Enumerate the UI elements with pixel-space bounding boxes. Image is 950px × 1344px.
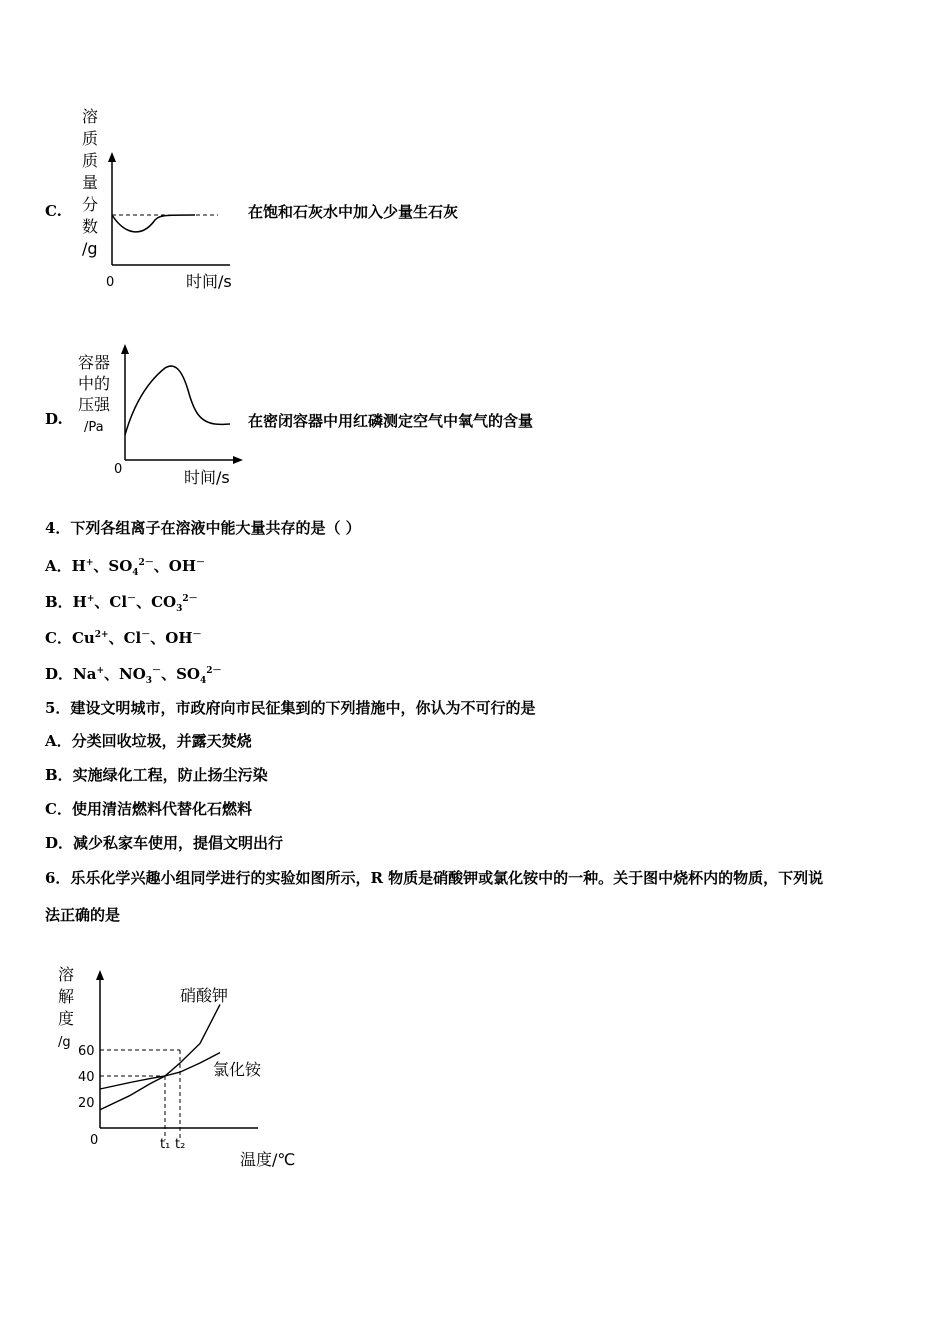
graph-c-x-label: 时间/s bbox=[186, 272, 232, 291]
option-c-label: C. bbox=[45, 202, 62, 220]
q4-option-b bbox=[45, 589, 198, 619]
option-d-label: D. bbox=[45, 410, 63, 428]
graph-c-y-arrow bbox=[108, 152, 116, 162]
graph-c-description: 在饱和石灰水中加入少量生石灰 bbox=[248, 203, 459, 221]
chart-y-label-char: 溶 bbox=[58, 965, 75, 984]
q4-option-d-text: D．Na+、$NO_3^-$、$SO_4^{2-}$ bbox=[45, 665, 222, 686]
graph-d-y-label-line: 容器 bbox=[78, 353, 111, 372]
graph-d-svg bbox=[70, 340, 250, 490]
graph-c-y-label-char: 质 bbox=[82, 151, 99, 170]
q5-stem: 5．建设文明城市，市政府向市民征集到的下列措施中，你认为不可行的是 bbox=[45, 699, 536, 717]
series-line-1 bbox=[100, 1053, 220, 1089]
graph-c-y-label-char: /g bbox=[82, 239, 98, 258]
q4-option-a-text: A．H+、$SO_4^{2-}$、OH－ bbox=[45, 557, 206, 578]
graph-c-origin: 0 bbox=[106, 275, 115, 290]
q5-option-c: C．使用清洁燃料代替化石燃料 bbox=[45, 800, 252, 818]
graph-d-description: 在密闭容器中用红磷测定空气中氧气的含量 bbox=[248, 412, 534, 430]
q6-stem-line1: 6．乐乐化学兴趣小组同学进行的实验如图所示，R 物质是硝酸钾或氯化铵中的一种。关于图中烧杯内的物质，下列说 bbox=[45, 869, 824, 887]
chart-origin: 0 bbox=[90, 1133, 99, 1148]
graph-d-y-label bbox=[78, 353, 111, 435]
y-tick-label: 40 bbox=[78, 1070, 95, 1085]
chart-y-label-char: 度 bbox=[58, 1009, 75, 1028]
graph-d-y-label-line: 压强 bbox=[78, 395, 111, 414]
chart-y-label-char: /g bbox=[58, 1035, 71, 1050]
q6-stem-line2: 法正确的是 bbox=[45, 906, 121, 924]
chart-y-arrow bbox=[96, 970, 104, 980]
series-label-nh4cl: 氯化铵 bbox=[213, 1060, 262, 1079]
graph-d-y-arrow bbox=[121, 344, 129, 354]
graph-c-y-label-char: 质 bbox=[82, 129, 99, 148]
graph-d-origin: 0 bbox=[114, 462, 123, 477]
series-label-kno3: 硝酸钾 bbox=[180, 986, 229, 1005]
graph-d-x-arrow bbox=[233, 456, 243, 464]
q4-option-c bbox=[45, 625, 202, 648]
graph-c-y-label-char: 数 bbox=[82, 217, 99, 236]
y-tick-label: 20 bbox=[78, 1096, 95, 1111]
x-tick-label: t₁ bbox=[160, 1137, 171, 1152]
graph-d-y-label-line: /Pa bbox=[84, 420, 104, 435]
chart-y-label bbox=[58, 965, 74, 1050]
graph-c-svg bbox=[70, 100, 250, 300]
graph-c-curve bbox=[112, 215, 195, 232]
graph-c-y-label-char: 量 bbox=[82, 173, 99, 192]
graph-d-curve bbox=[125, 366, 230, 435]
y-tick-label: 60 bbox=[78, 1044, 95, 1059]
q5-option-d: D．减少私家车使用，提倡文明出行 bbox=[45, 834, 284, 852]
chart-x-label: 温度/℃ bbox=[240, 1150, 296, 1169]
q5-option-a: A．分类回收垃圾，并露天焚烧 bbox=[45, 732, 252, 750]
x-tick-label: t₂ bbox=[175, 1137, 186, 1152]
q5-option-b: B．实施绿化工程，防止扬尘污染 bbox=[45, 766, 268, 784]
q4-option-d bbox=[45, 661, 222, 691]
graph-d-x-label: 时间/s bbox=[184, 468, 230, 487]
graph-c-y-label-char: 溶 bbox=[82, 107, 99, 126]
series-line-0 bbox=[100, 1005, 220, 1110]
q4-stem: 4．下列各组离子在溶液中能大量共存的是（ ） bbox=[45, 519, 361, 537]
q4-option-c-text: C．$Cu^{2+}$、Cl－、OH－ bbox=[45, 629, 202, 647]
graph-c-y-label-char: 分 bbox=[82, 195, 99, 214]
graph-d-y-label-line: 中的 bbox=[78, 374, 111, 393]
graph-c-y-label bbox=[82, 107, 98, 258]
chart-y-label-char: 解 bbox=[58, 987, 75, 1006]
q4-option-a bbox=[45, 553, 205, 583]
solubility-chart bbox=[50, 960, 310, 1175]
q4-option-b-text: B．H+、Cl－、$CO_3^{2-}$ bbox=[45, 593, 198, 614]
